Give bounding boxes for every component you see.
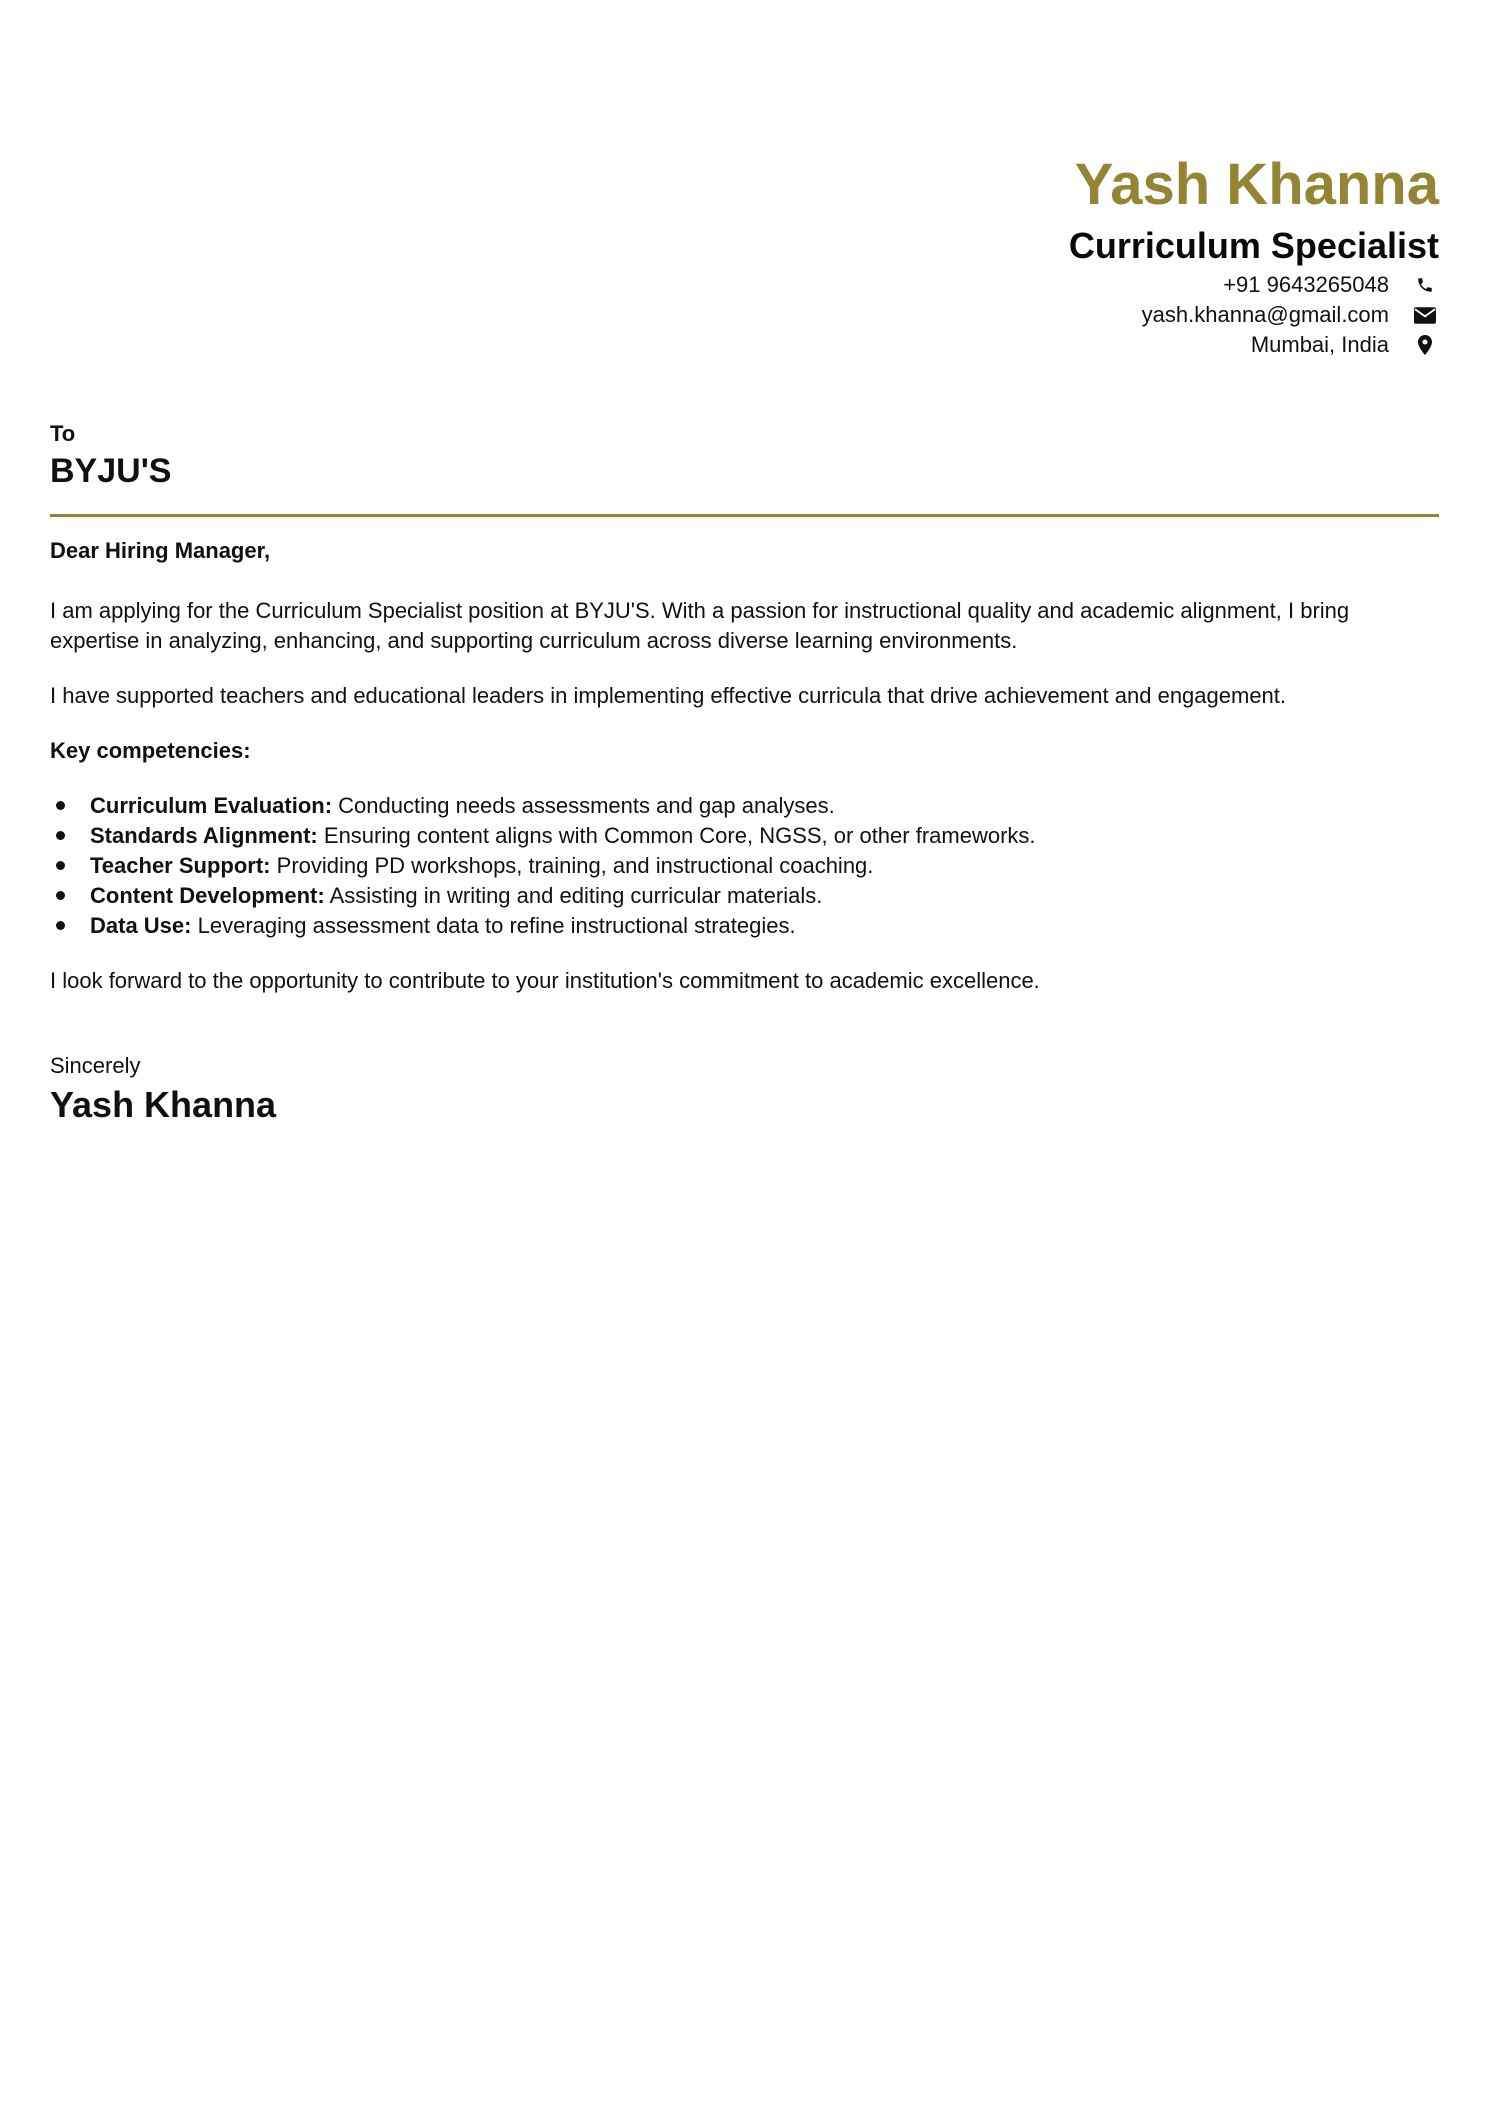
competency-text: Leveraging assessment data to refine instructional strategies. — [197, 913, 796, 938]
competency-text: Ensuring content aligns with Common Core, NGSS, or other frameworks. — [323, 823, 1036, 848]
map-pin-icon — [1411, 333, 1439, 357]
bullet-icon — [56, 831, 65, 840]
bullet-icon — [56, 921, 65, 930]
contact-phone — [1069, 270, 1439, 300]
location-text: Mumbai, India — [1250, 332, 1389, 357]
salutation: Dear Hiring Manager, — [50, 538, 271, 563]
signature-block — [50, 1051, 276, 1127]
recipient-block — [50, 420, 171, 492]
phone-icon — [1411, 273, 1439, 297]
bullet-icon — [56, 801, 65, 810]
bullet-icon — [56, 891, 65, 900]
sender-name: Yash Khanna — [1074, 152, 1439, 217]
competency-label: Curriculum Evaluation: — [90, 793, 333, 818]
list-item — [50, 851, 1439, 881]
competencies-heading: Key competencies: — [50, 738, 251, 763]
contact-location — [1069, 330, 1439, 360]
competency-text: Conducting needs assessments and gap analyses. — [338, 793, 835, 818]
closing-paragraph: I look forward to the opportunity to contribute to your institution's commitment to academic excellence. — [50, 968, 1040, 993]
email-text: yash.khanna@gmail.com — [1141, 302, 1389, 327]
competencies-list — [50, 791, 1439, 941]
list-item — [50, 911, 1439, 941]
experience-paragraph: I have supported teachers and educational leaders in implementing effective curricula that drive achievement and engagement. — [50, 683, 1287, 708]
signature-name: Yash Khanna — [50, 1084, 277, 1125]
closing-word: Sincerely — [50, 1053, 141, 1078]
envelope-icon — [1411, 303, 1439, 327]
accent-divider — [50, 514, 1439, 517]
letter-header — [1069, 150, 1439, 360]
intro-paragraph: I am applying for the Curriculum Specialist position at BYJU'S. With a passion for instructional quality and academic alignment, I bring expertise in analyzing, enhancing, and supporting curriculum across diverse learning environments. — [50, 598, 1350, 653]
letter-body — [50, 536, 1439, 1021]
competency-text: Providing PD workshops, training, and instructional coaching. — [276, 853, 874, 878]
recipient-company: BYJU'S — [50, 452, 172, 490]
to-label: To — [50, 421, 76, 446]
competency-label: Data Use: — [90, 913, 192, 938]
bullet-icon — [56, 861, 65, 870]
list-item — [50, 821, 1439, 851]
competency-label: Standards Alignment: — [90, 823, 318, 848]
list-item — [50, 791, 1439, 821]
phone-text: +91 9643265048 — [1223, 272, 1389, 297]
competency-label: Content Development: — [90, 883, 325, 908]
competency-label: Teacher Support: — [90, 853, 271, 878]
sender-job-title: Curriculum Specialist — [1068, 225, 1439, 266]
contact-email — [1069, 300, 1439, 330]
list-item — [50, 881, 1439, 911]
competency-text: Assisting in writing and editing curricular materials. — [329, 883, 823, 908]
